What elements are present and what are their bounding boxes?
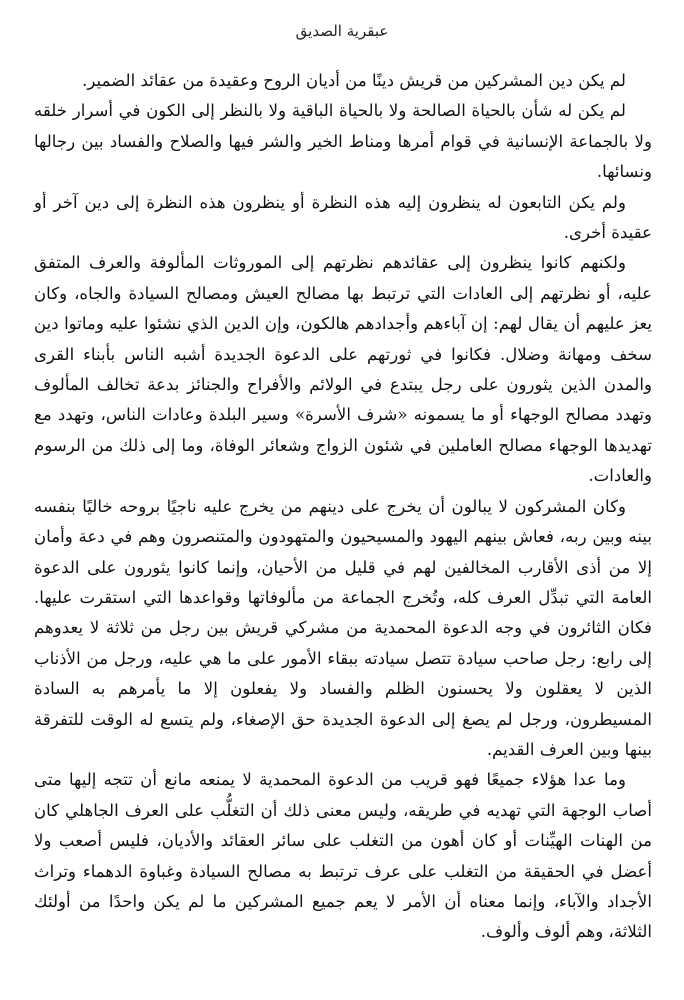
paragraph-2: لم يكن له شأن بالحياة الصالحة ولا بالحياة الباقية ولا بالنظر إلى الكون في أسرار خلقه ولا بالجماعة الإنسانية في قوام أمرها ومناط الخير والشر فيها والصلاح والفساد بين رجالها ونسائها.: [34, 101, 652, 182]
paragraph-1: لم يكن دين المشركين من قريش دينًا من أديان الروح وعقيدة من عقائد الضمير.: [82, 71, 626, 90]
paragraph-6: وما عدا هؤلاء جميعًا فهو قريب من الدعوة المحمدية لا يمنعه مانع أن تتجه إليها متى أصاب الوجهة التي تهديه في طريقه، وليس معنى ذلك أن التغلُّب على العرف الجاهلي كان من الهنات الهيِّنات أو كان أهون من التغلب على سائر العقائد والأديان، فليس أصعب ولا أعضل في الحقيقة من التغلب على عرف ترتبط به مصالح السيادة وغباوة الدهماء وتراث الأجداد والآباء، وإنما معناه أن الأمر لا يعم جميع المشركين ما لم يكن واحدًا من أولئك الثلاثة، وهم ألوف وألوف.: [34, 770, 652, 942]
body-text: [34, 66, 652, 948]
paragraph-4: ولكنهم كانوا ينظرون إلى عقائدهم نظرتهم إلى الموروثات المألوفة والعرف المتفق عليه، أو نظرتهم إلى العادات التي ترتبط بها مصالح العيش ومصالح السيادة والجاه، وكان يعز عليهم أن يقال لهم: إن آباءهم وأجدادهم هالكون، وإن الدين الذي نشئوا عليه وماتوا دين سخف ومهانة وضلال. فكانوا في ثورتهم على الدعوة الجديدة أشبه الناس بأبناء القرى والمدن الذين يثورون على رجل يبتدع في الولائم والأفراح والجنائز بدعة تخالف المألوف وتهدد مصالح الوجهاء أو ما يسمونه «شرف الأسرة» وسير البلدة وعادات الناس، وتهدد مع تهديدها الوجهاء مصالح العاملين في شئون الزواج وشعائر الوفاة، وما إلى ذلك من الرسوم والعادات.: [34, 253, 652, 486]
paragraph-3: ولم يكن التابعون له ينظرون إليه هذه النظرة أو ينظرون هذه النظرة إلى دين آخر أو عقيدة أخرى.: [34, 192, 652, 243]
running-header: عبقرية الصديق: [295, 22, 389, 40]
paragraph-5: وكان المشركون لا يبالون أن يخرج على دينهم من يخرج عليه ناجيًا بروحه خاليًا بنفسه بينه وبين ربه، فعاش بينهم اليهود والمسيحيون والمتهودون والمتنصرون وهم في دعة وأمان إلا من أذى الأقارب المخالفين لهم في قليل من الأحيان، وإنما كانوا يثورون على الدعوة العامة التي تبدِّل العرف كله، وتُخرج الجماعة من مألوفاتها وقواعدها التي استقرت عليها. فكان الثائرون في وجه الدعوة المحمدية من مشركي قريش بين رجل من ثلاثة لا يعدوهم إلى رابع: رجل صاحب سيادة تتصل سيادته ببقاء الأمور على ما هي عليه، ورجل من الأذناب الذين لا يعقلون ولا يحسنون الظلم والفساد ولا يفعلون إلا ما يأمرهم به السادة المسيطرون، ورجل لم يصغ إلى الدعوة الجديدة حق الإصغاء، ولم يتسع له الوقت للتفرقة بينها وبين العرف القديم.: [34, 496, 652, 759]
